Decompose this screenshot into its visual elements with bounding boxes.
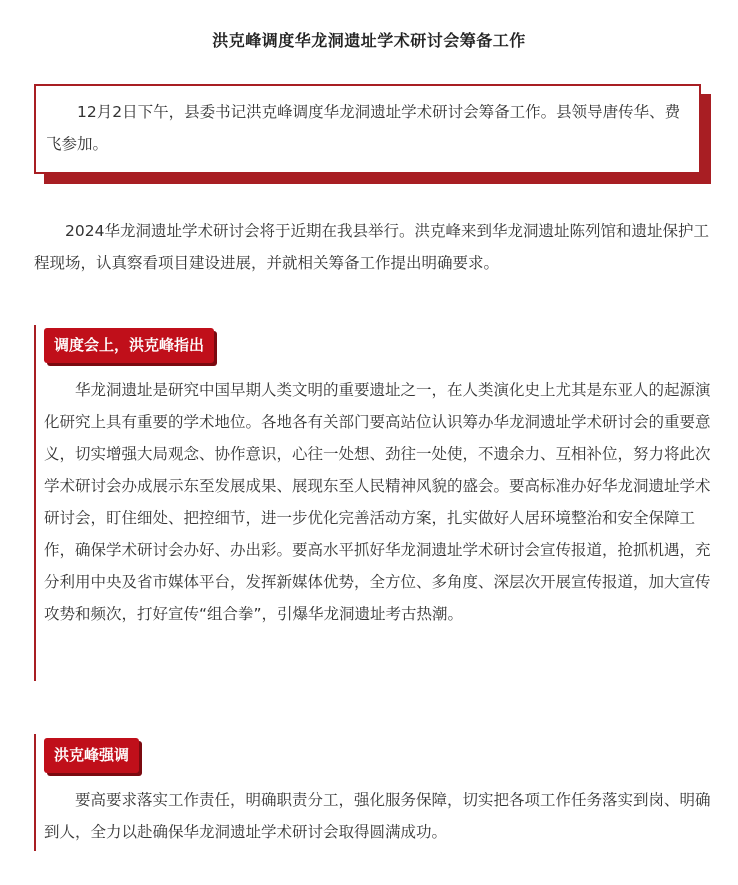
section-2-left-bar [34, 734, 36, 851]
section-1-left-bar [34, 325, 36, 681]
section-2-paragraph: 要高要求落实工作责任，明确职责分工，强化服务保障，切实把各项工作任务落实到岗、明确到人，全力以赴确保华龙洞遗址学术研讨会取得圆满成功。 [44, 791, 711, 841]
summary-text: 12月2日下午，县委书记洪克峰调度华龙洞遗址学术研讨会筹备工作。县领导唐传华、费飞参加。 [46, 103, 681, 153]
section-1-heading-badge: 调度会上，洪克峰指出 [44, 328, 214, 363]
section-2-heading-badge: 洪克峰强调 [44, 738, 139, 773]
section-1-paragraph: 华龙洞遗址是研究中国早期人类文明的重要遗址之一，在人类演化史上尤其是东亚人的起源演化研究上具有重要的学术地位。各地各有关部门要高站位认识筹办华龙洞遗址学术研讨会的重要意义，切实增强大局观念、协作意识，心往一处想、劲往一处使，不遗余力、互相补位，努力将此次学术研讨会办成展示东至发展成果、展现东至人民精神风貌的盛会。要高标准办好华龙洞遗址学术研讨会，盯住细处、把控细节，进一步优化完善活动方案，扎实做好人居环境整治和安全保障工作，确保学术研讨会办好、办出彩。要高水平抓好华龙洞遗址学术研讨会宣传报道，抢抓机遇，充分利用中央及省市媒体平台，发挥新媒体优势，全方位、多角度、深层次开展宣传报道，加大宣传攻势和频次，打好宣传“组合拳”，引爆华龙洞遗址考古热潮。 [44, 381, 711, 623]
intro-paragraph: 2024华龙洞遗址学术研讨会将于近期在我县举行。洪克峰来到华龙洞遗址陈列馆和遗址保护工程现场，认真察看项目建设进展，并就相关筹备工作提出明确要求。 [34, 222, 709, 272]
page-title: 洪克峰调度华龙洞遗址学术研讨会筹备工作 [212, 31, 526, 50]
